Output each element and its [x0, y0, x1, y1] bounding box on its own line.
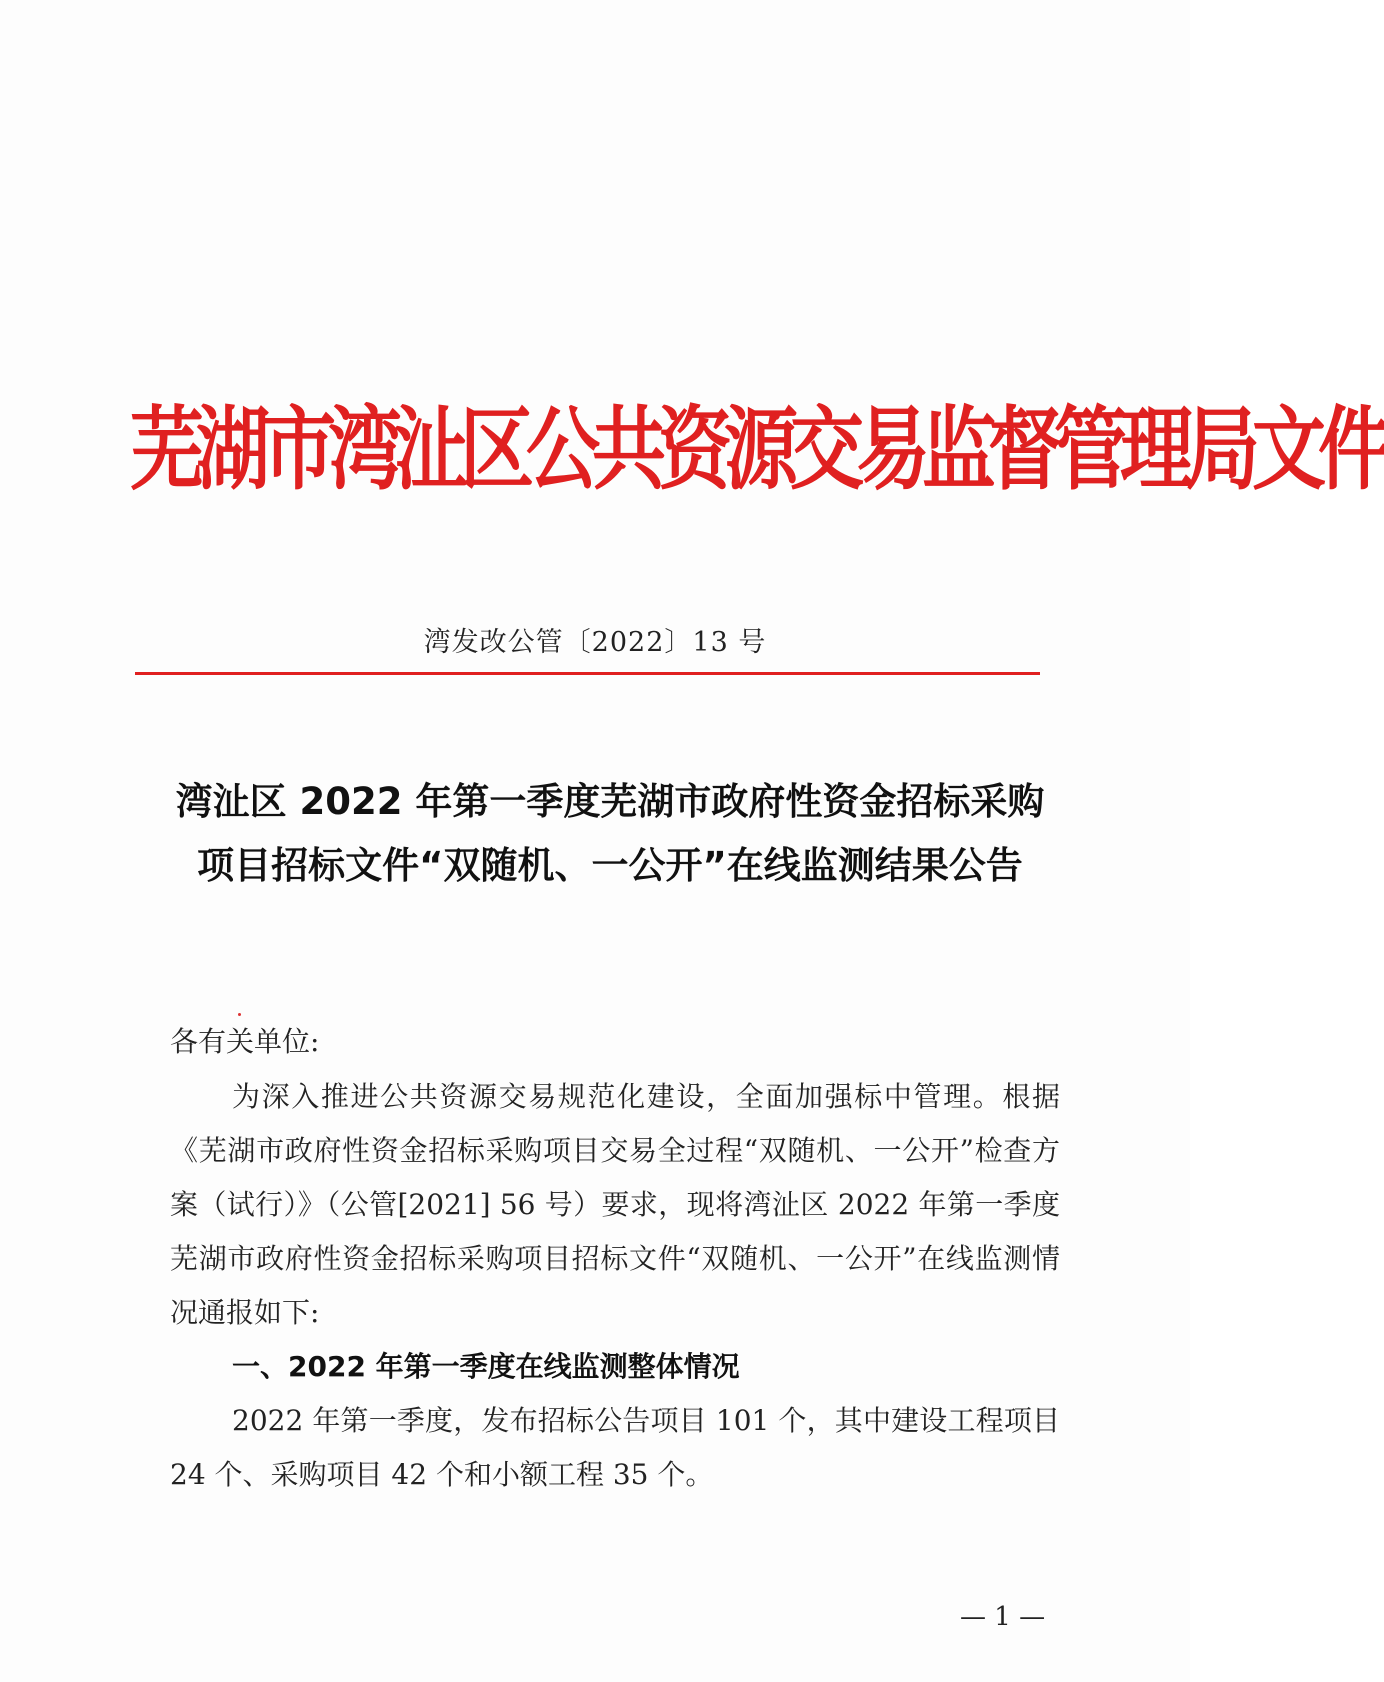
- issuing-authority-header: 芜湖市湾沚区公共资源交易监督管理局文件: [130, 397, 1384, 503]
- section-heading-1: 一、2022 年第一季度在线监测整体情况: [232, 1350, 740, 1383]
- scan-speck: [238, 1013, 241, 1016]
- document-title: 湾沚区 2022 年第一季度芜湖市政府性资金招标采购项目招标文件“双随机、一公开”在线监测结果公告: [175, 780, 1045, 887]
- page-number: — 1 —: [960, 1602, 1046, 1632]
- header-divider: [135, 672, 1040, 675]
- body-paragraph-summary: 2022 年第一季度，发布招标公告项目 101 个，其中建设工程项目 24 个、采购项目 42 个和小额工程 35 个。: [170, 1404, 1060, 1491]
- document-number: 湾发改公管〔2022〕13 号: [423, 627, 767, 658]
- body-paragraph-intro: 为深入推进公共资源交易规范化建设，全面加强标中管理。根据《芜湖市政府性资金招标采购项目交易全过程“双随机、一公开”检查方案（试行）》（公管[2021] 56 号）要求，现将湾沚区 2022 年第一季度芜湖市政府性资金招标采购项目招标文件“双随机、一公开”在线监测情况通报如下:: [170, 1080, 1060, 1329]
- salutation: 各有关单位:: [170, 1025, 320, 1058]
